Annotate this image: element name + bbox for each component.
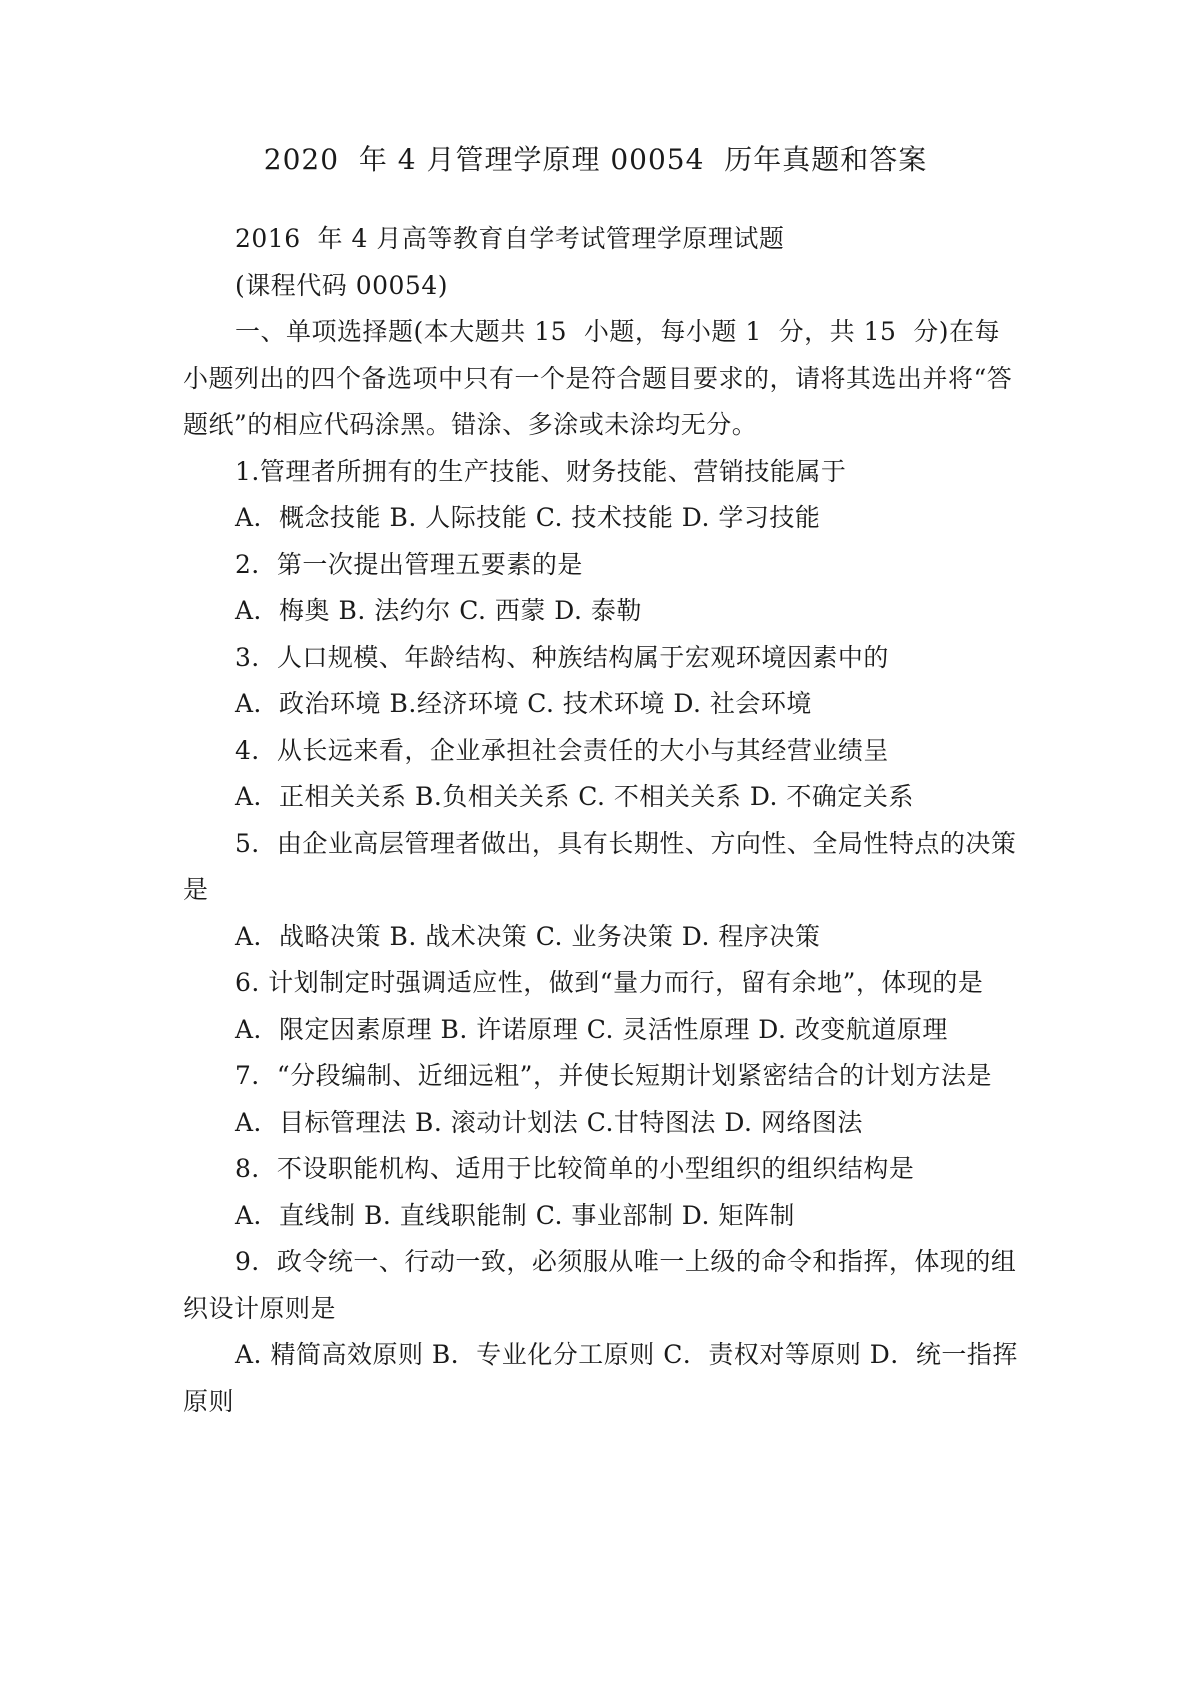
question-4-options: A．正相关关系 B.负相关关系 C. 不相关关系 D. 不确定关系 bbox=[235, 782, 914, 811]
question-2-options: A．梅奥 B. 法约尔 C. 西蒙 D. 泰勒 bbox=[235, 596, 642, 625]
question-1-options: A．概念技能 B. 人际技能 C. 技术技能 D. 学习技能 bbox=[235, 503, 821, 532]
question-5: 5．由企业高层管理者做出，具有长期性、方向性、全局性特点的决策是 bbox=[183, 828, 1017, 904]
question-2: 2．第一次提出管理五要素的是 bbox=[235, 549, 583, 579]
question-3-options: A．政治环境 B.经济环境 C. 技术环境 D. 社会环境 bbox=[235, 689, 812, 718]
question-8: 8．不设职能机构、适用于比较简单的小型组织的组织结构是 bbox=[235, 1154, 915, 1183]
question-5-options: A．战略决策 B. 战术决策 C. 业务决策 D. 程序决策 bbox=[235, 921, 821, 951]
question-7-options: A．目标管理法 B. 滚动计划法 C.甘特图法 D. 网络图法 bbox=[235, 1107, 863, 1137]
question-6-options: A．限定因素原理 B. 许诺原理 C. 灵活性原理 D. 改变航道原理 bbox=[235, 1014, 948, 1044]
document-title: 2020 年 4 月管理学原理 00054 历年真题和答案 bbox=[263, 143, 928, 176]
question-4: 4．从长远来看，企业承担社会责任的大小与其经营业绩呈 bbox=[235, 735, 889, 765]
course-code: (课程代码 00054) bbox=[235, 270, 448, 300]
question-1: 1.管理者所拥有的生产技能、财务技能、营销技能属于 bbox=[235, 456, 847, 486]
question-6: 6. 计划制定时强调适应性，做到“量力而行，留有余地”，体现的是 bbox=[235, 968, 984, 997]
section-instructions: 一、单项选择题(本大题共 15 小题，每小题 1 分，共 15 分)在每小题列出的四个备选项中只有一个是符合题目要求的，请将其选出并将“答题纸”的相应代码涂黑。错涂、多涂或未涂均无分。 bbox=[183, 317, 1013, 439]
question-7: 7．“分段编制、近细远粗”，并使长短期计划紧密结合的计划方法是 bbox=[235, 1061, 992, 1090]
question-8-options: A．直线制 B. 直线职能制 C. 事业部制 D. 矩阵制 bbox=[235, 1200, 795, 1230]
document-body bbox=[183, 216, 1019, 1425]
question-3: 3．人口规模、年龄结构、种族结构属于宏观环境因素中的 bbox=[235, 642, 889, 672]
question-9-options: A. 精简高效原则 B．专业化分工原则 C．责权对等原则 D．统一指挥原则 bbox=[183, 1340, 1018, 1416]
question-9: 9．政令统一、行动一致，必须服从唯一上级的命令和指挥，体现的组织设计原则是 bbox=[183, 1247, 1017, 1323]
exam-heading: 2016 年 4 月高等教育自学考试管理学原理试题 bbox=[235, 224, 785, 253]
